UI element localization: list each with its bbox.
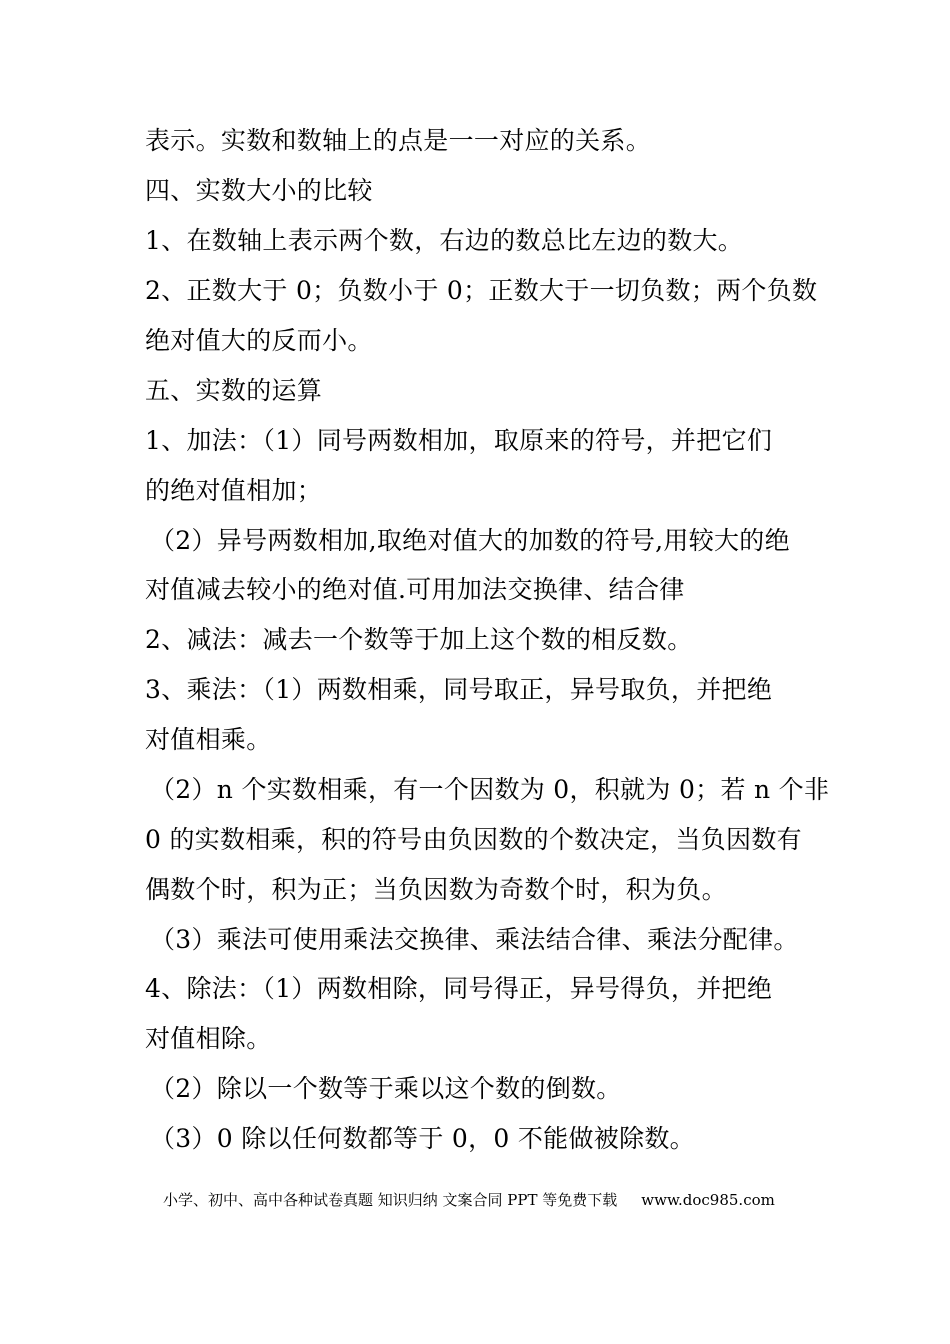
text-line: 绝对值大的反而小。 [145, 326, 373, 355]
text-line: 2、减法：减去一个数等于加上这个数的相反数。 [145, 625, 693, 654]
text-line: （3）乘法可使用乘法交换律、乘法结合律、乘法分配律。 [150, 925, 799, 954]
text-line: 对值减去较小的绝对值.可用加法交换律、结合律 [145, 575, 685, 604]
text-line: （2）异号两数相加,取绝对值大的加数的符号,用较大的绝 [150, 526, 790, 555]
text-line: 对值相乘。 [145, 725, 272, 754]
footer-url: www.doc985.com [641, 1191, 775, 1209]
text-line: 1、加法：（1）同号两数相加，取原来的符号，并把它们 [145, 426, 773, 455]
footer-text: 小学、初中、高中各种试卷真题 知识归纳 文案合同 PPT 等免费下载 [163, 1191, 618, 1209]
text-line: 4、除法：（1）两数相除，同号得正，异号得负，并把绝 [145, 974, 773, 1003]
text-line: 对值相除。 [145, 1024, 272, 1053]
text-line: 表示。实数和数轴上的点是一一对应的关系。 [145, 126, 652, 155]
text-line: （2）除以一个数等于乘以这个数的倒数。 [150, 1074, 622, 1103]
text-line: （2）n 个实数相乘，有一个因数为 0，积就为 0；若 n 个非 [150, 775, 830, 804]
text-line: 0 的实数相乘，积的符号由负因数的个数决定，当负因数有 [145, 825, 802, 854]
text-line: 2、正数大于 0；负数小于 0；正数大于一切负数；两个负数 [145, 276, 818, 305]
text-line: 3、乘法：（1）两数相乘，同号取正，异号取负，并把绝 [145, 675, 773, 704]
section-heading: 五、实数的运算 [145, 376, 323, 405]
section-heading: 四、实数大小的比较 [145, 176, 373, 205]
text-line: 偶数个时，积为正；当负因数为奇数个时，积为负。 [145, 875, 727, 904]
page-footer [163, 1190, 775, 1210]
text-line: 1、在数轴上表示两个数，右边的数总比左边的数大。 [145, 226, 744, 255]
text-line: （3）0 除以任何数都等于 0，0 不能做被除数。 [150, 1124, 695, 1153]
text-line: 的绝对值相加； [145, 476, 323, 505]
